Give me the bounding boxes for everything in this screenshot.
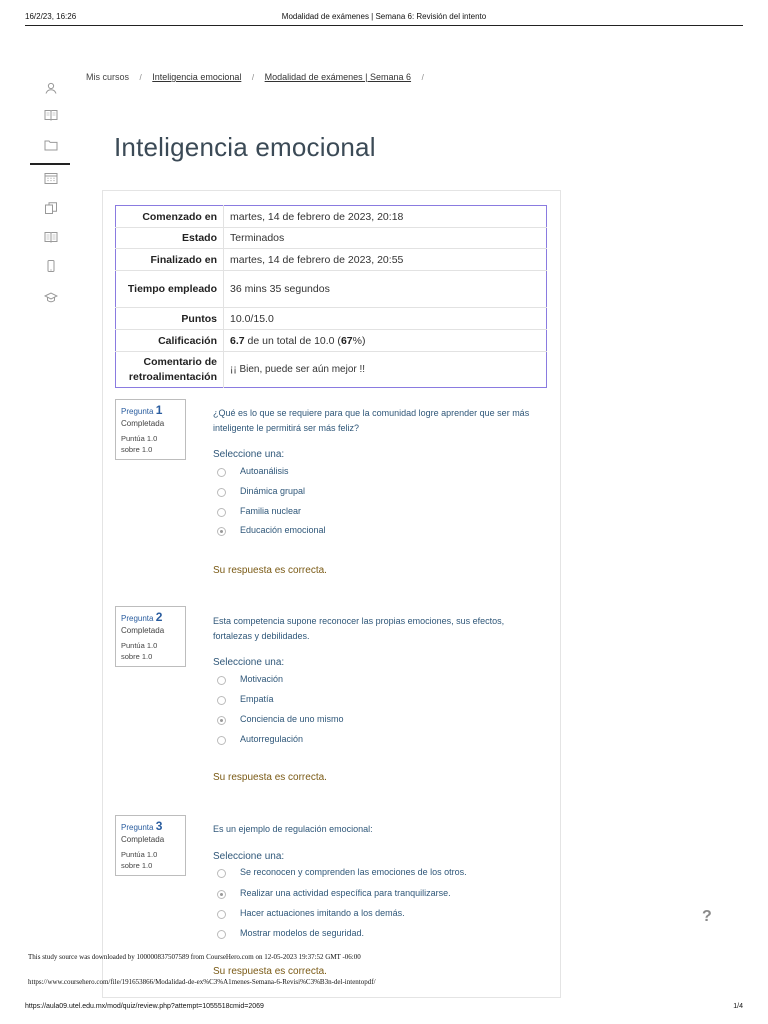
question-state: Completada (121, 626, 165, 635)
answer-feedback: Su respuesta es correcta. (213, 772, 327, 783)
breadcrumb-separator: / (421, 73, 424, 82)
breadcrumb-course[interactable]: Inteligencia emocional (152, 72, 242, 82)
summary-label: Tiempo empleado (116, 271, 224, 308)
breadcrumb-quiz[interactable]: Modalidad de exámenes | Semana 6 (264, 72, 412, 82)
book-icon[interactable] (44, 109, 58, 121)
breadcrumb (86, 72, 432, 82)
radio-button-selected[interactable] (217, 527, 226, 536)
question-text-1: ¿Qué es lo que se requiere para que la comunidad logre aprender que ser más inteligente le permitirá ser más feliz? (213, 408, 530, 433)
question-number: 2 (155, 610, 163, 624)
summary-row-grade (116, 330, 547, 352)
answer-feedback: Su respuesta es correcta. (213, 565, 327, 576)
print-header (25, 8, 743, 26)
summary-value (224, 330, 547, 352)
book-open-icon[interactable] (44, 231, 58, 243)
grade-total: de un total de 10.0 ( (244, 334, 341, 347)
question-text-2: Esta competencia supone reconocer las propias emociones, sus efectos, fortalezas y debilidades. (213, 616, 505, 641)
copy-icon[interactable] (44, 202, 58, 214)
radio-button[interactable] (217, 736, 226, 745)
summary-row-time (116, 271, 547, 308)
question-grade: Puntúa 1.0 sobre 1.0 (121, 641, 158, 661)
summary-label: Comenzado en (116, 206, 224, 228)
source-watermark: https://www.coursehero.com/file/191653866/Modalidad-de-ex%C3%A1menes-Semana-6-Revisi%C3%B3n-del-intentopdf/ (28, 978, 376, 986)
grade-close: %) (352, 334, 366, 347)
radio-button[interactable] (217, 676, 226, 685)
print-datetime: 16/2/23, 16:26 (25, 12, 77, 21)
summary-label: Puntos (116, 308, 224, 330)
question-prefix: Pregunta (121, 614, 154, 623)
summary-row-started (116, 206, 547, 228)
question-info-3 (115, 815, 186, 876)
summary-value: martes, 14 de febrero de 2023, 20:18 (230, 210, 404, 223)
radio-button[interactable] (217, 696, 226, 705)
question-state: Completada (121, 419, 165, 428)
attempt-summary-table (115, 205, 547, 388)
summary-label: Comentario de retroalimentación (116, 352, 224, 388)
summary-value: Terminados (224, 228, 547, 249)
summary-label: Estado (116, 228, 224, 249)
select-label: Seleccione una: (213, 657, 285, 668)
summary-row-finished (116, 249, 547, 271)
folder-icon[interactable] (44, 139, 58, 151)
radio-button[interactable] (217, 508, 226, 517)
question-prefix: Pregunta (121, 407, 154, 416)
radio-button[interactable] (217, 869, 226, 878)
mobile-icon[interactable] (44, 260, 58, 272)
grade-score: 6.7 (230, 334, 245, 347)
summary-row-feedback (116, 352, 547, 388)
question-text-3: Es un ejemplo de regulación emocional: (213, 824, 373, 834)
select-label: Seleccione una: (213, 851, 285, 862)
radio-button[interactable] (217, 930, 226, 939)
summary-value: 10.0/15.0 (224, 308, 547, 330)
question-number: 1 (155, 403, 163, 417)
summary-row-points (116, 308, 547, 330)
radio-button[interactable] (217, 488, 226, 497)
select-label: Seleccione una: (213, 449, 285, 460)
summary-label: Finalizado en (116, 249, 224, 271)
breadcrumb-separator: / (251, 73, 255, 82)
summary-value: 36 mins 35 segundos (224, 271, 547, 308)
summary-value: ¡¡ Bien, puede ser aún mejor !! (224, 352, 547, 388)
active-indicator (30, 163, 70, 165)
question-number: 3 (155, 819, 163, 833)
radio-button[interactable] (217, 910, 226, 919)
radio-button-selected[interactable] (217, 890, 226, 899)
calendar-icon[interactable] (44, 172, 58, 184)
help-icon[interactable]: ? (702, 908, 712, 925)
question-info-2 (115, 606, 186, 667)
question-prefix: Pregunta (121, 823, 154, 832)
graduation-cap-icon[interactable] (44, 291, 58, 303)
question-grade: Puntúa 1.0 sobre 1.0 (121, 434, 158, 454)
question-info-1 (115, 399, 186, 460)
print-title: Modalidad de exámenes | Semana 6: Revisión del intento (281, 12, 487, 21)
user-icon[interactable] (44, 82, 58, 94)
question-state: Completada (121, 835, 165, 844)
breadcrumb-mis-cursos[interactable]: Mis cursos (86, 72, 130, 82)
grade-percent: 67 (340, 334, 353, 347)
print-page-number: 1/4 (733, 1003, 743, 1010)
summary-label: Calificación (116, 330, 224, 352)
print-url: https://aula09.utel.edu.mx/mod/quiz/review.php?attempt=1055518cmid=2069 (25, 1003, 264, 1010)
answer-feedback: Su respuesta es correcta. (213, 966, 327, 977)
radio-button[interactable] (217, 468, 226, 477)
page-title: Inteligencia emocional (114, 132, 376, 162)
summary-value: martes, 14 de febrero de 2023, 20:55 (224, 249, 547, 271)
summary-row-state (116, 228, 547, 249)
radio-button-selected[interactable] (217, 716, 226, 725)
breadcrumb-separator: / (139, 73, 142, 82)
download-watermark: This study source was downloaded by 100000837507589 from CourseHero.com on 12-05-2023 19:37:52 GMT -06:00 (28, 953, 361, 961)
question-grade: Puntúa 1.0 sobre 1.0 (121, 850, 158, 870)
